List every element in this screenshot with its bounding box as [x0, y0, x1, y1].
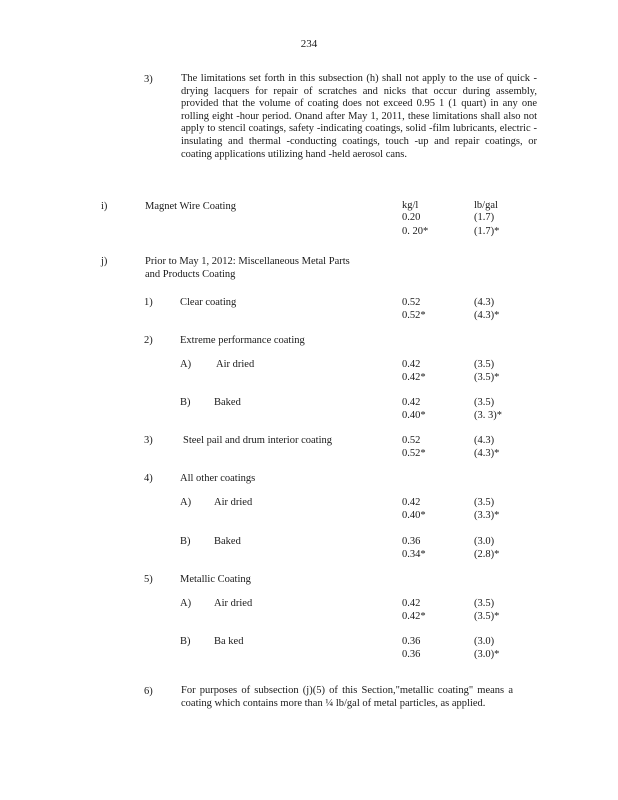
section-i-letter: i) — [101, 201, 108, 212]
subitem-letter: B) — [180, 397, 191, 408]
section-i-value-2: 0. 20* — [402, 226, 429, 237]
value-kg: 0.36 — [402, 636, 421, 647]
item-label: Metallic Coating — [180, 574, 251, 585]
subitem-label: Air dried — [216, 359, 255, 370]
value-lb-limit: (2.8)* — [474, 549, 500, 560]
subitem-letter: A) — [180, 359, 192, 370]
item-number: 2) — [144, 335, 153, 346]
value-kg-limit: 0.36 — [402, 649, 421, 660]
value-kg-limit: 0.40* — [402, 410, 426, 421]
value-kg-limit: 0.52* — [402, 310, 426, 321]
section-i-lb-1: (1.7) — [474, 212, 495, 223]
subitem-label: Ba ked — [214, 636, 244, 647]
value-kg-limit: 0.34* — [402, 549, 426, 560]
section-j-title-line2: and Products Coating — [145, 269, 236, 280]
value-lb-limit: (3. 3)* — [474, 410, 502, 421]
value-kg-limit: 0.42* — [402, 611, 426, 622]
value-lb-limit: (4.3)* — [474, 310, 500, 321]
unit-lb-header: lb/gal — [474, 200, 498, 211]
value-lb: (3.5) — [474, 397, 495, 408]
item-number: 5) — [144, 574, 153, 585]
section-j-letter: j) — [101, 256, 108, 267]
item-label: Clear coating — [180, 297, 237, 308]
item-label: Extreme performance coating — [180, 335, 305, 346]
value-lb: (3.0) — [474, 536, 495, 547]
value-lb-limit: (3.0)* — [474, 649, 500, 660]
value-lb-limit: (3.5)* — [474, 611, 500, 622]
value-kg: 0.52 — [402, 435, 421, 446]
value-lb-limit: (3.5)* — [474, 372, 500, 383]
subitem-label: Air dried — [214, 497, 253, 508]
item-3-number: 3) — [144, 74, 153, 85]
item-number: 1) — [144, 297, 153, 308]
subitem-letter: B) — [180, 636, 191, 647]
subitem-label: Baked — [214, 536, 241, 547]
item-label: Steel pail and drum interior coating — [183, 435, 332, 446]
value-kg-limit: 0.42* — [402, 372, 426, 383]
value-lb-limit: (3.3)* — [474, 510, 500, 521]
item-number: 3) — [144, 435, 153, 446]
value-kg: 0.52 — [402, 297, 421, 308]
value-kg: 0.42 — [402, 359, 421, 370]
subitem-letter: A) — [180, 598, 192, 609]
item-6-paragraph: For purposes of subsection (j)(5) of this Section,"metallic coating" means a coating which contains more than ¼ lb/gal of metal particles, as applied. — [181, 685, 513, 709]
section-j-title-line1: Prior to May 1, 2012: Miscellaneous Metal Parts — [145, 256, 350, 267]
value-kg-limit: 0.52* — [402, 448, 426, 459]
subitem-letter: B) — [180, 536, 191, 547]
section-i-title: Magnet Wire Coating — [145, 201, 236, 212]
subitem-label: Baked — [214, 397, 241, 408]
value-lb: (3.5) — [474, 359, 495, 370]
page-number: 234 — [300, 38, 318, 50]
subitem-letter: A) — [180, 497, 192, 508]
value-lb: (4.3) — [474, 435, 495, 446]
value-kg-limit: 0.40* — [402, 510, 426, 521]
section-i-lb-2: (1.7)* — [474, 226, 500, 237]
value-kg: 0.42 — [402, 497, 421, 508]
unit-kg-header: kg/l — [402, 200, 419, 211]
value-kg: 0.36 — [402, 536, 421, 547]
subitem-label: Air dried — [214, 598, 253, 609]
value-kg: 0.42 — [402, 397, 421, 408]
item-3-paragraph: The limitations set forth in this subsection (h) shall not apply to the use of quick -drying lacquers for repair of scratches and nicks that occur during assembly, provided that the volume of coating does not exceed 0.95 1 (1 quart) in any one rolling eight -hour period. Onand after May 1, 2011, these limitations shall also not apply to stencil coatings, safety -indicating coatings, solid -film lubricants, electric -insulating and thermal -conducting coatings, touch -up and repair coatings, or coating applications utilizing hand -held aerosol cans. — [181, 73, 537, 160]
value-lb: (3.0) — [474, 636, 495, 647]
value-lb: (3.5) — [474, 497, 495, 508]
section-i-value-1: 0.20 — [402, 212, 421, 223]
item-label: All other coatings — [180, 473, 256, 484]
item-6-number: 6) — [144, 686, 153, 697]
value-lb: (3.5) — [474, 598, 495, 609]
value-lb: (4.3) — [474, 297, 495, 308]
value-kg: 0.42 — [402, 598, 421, 609]
item-number: 4) — [144, 473, 153, 484]
value-lb-limit: (4.3)* — [474, 448, 500, 459]
